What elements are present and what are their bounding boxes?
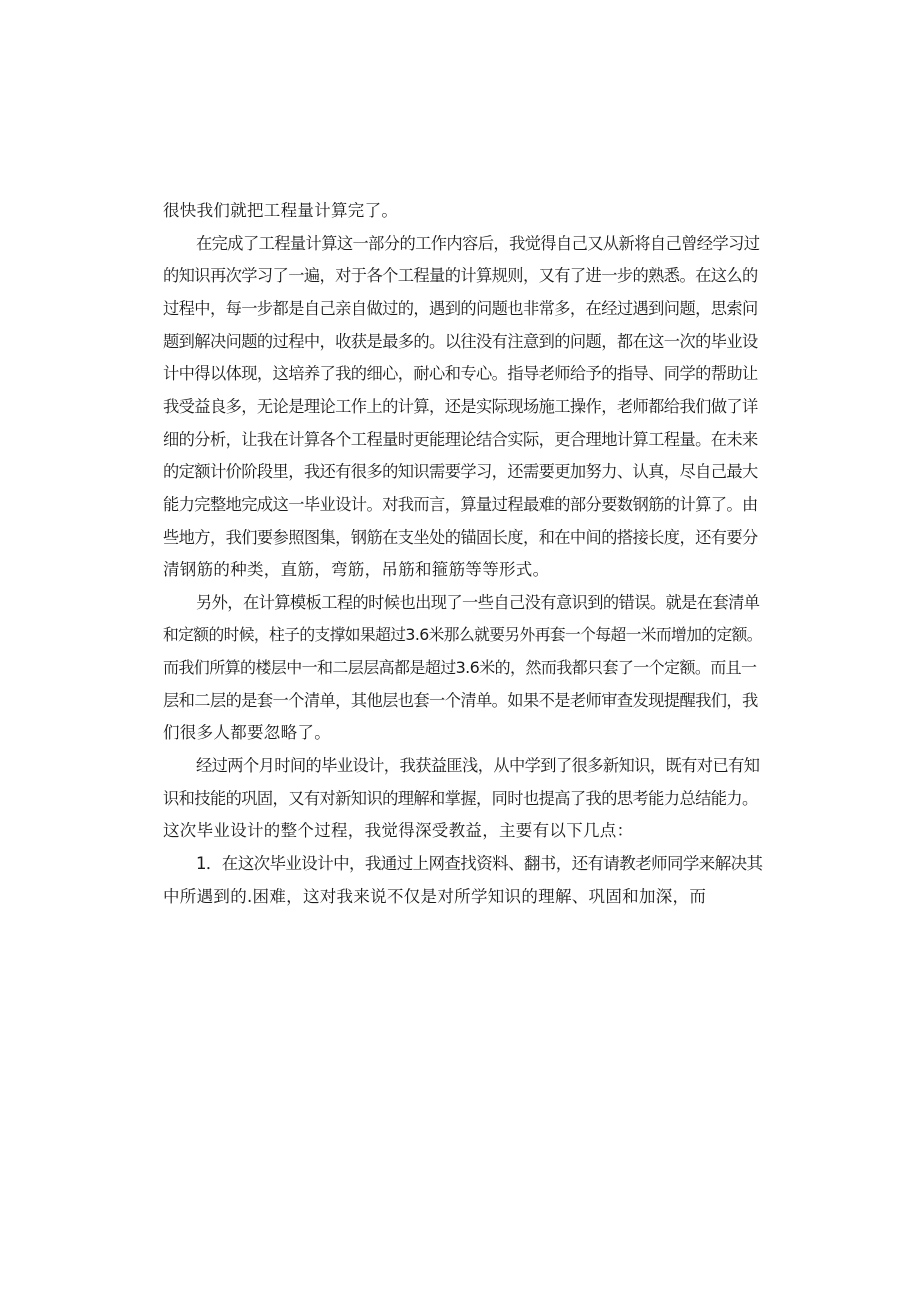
text-line: 的定额计价阶段里，我还有很多的知识需要学习，还需要更加努力、认真，尽自己最大 [163, 462, 758, 481]
text-line: 能力完整地完成这一毕业设计。对我而言，算量过程最难的部分要数钢筋的计算了。由 [163, 495, 758, 514]
text-line: 很快我们就把工程量计算完了。 [163, 201, 399, 220]
paragraph-start-line: 另外，在计算模板工程的时候也出现了一些自己没有意识到的错误。就是在套清单 [196, 593, 760, 612]
text-line: 计中得以体现，这培养了我的细心，耐心和专心。指导老师给予的指导、同学的帮助让 [163, 364, 758, 383]
text-line: 们很多人都要忽略了。 [163, 723, 331, 742]
paragraph-start-line: 在完成了工程量计算这一部分的工作内容后，我觉得自己又从新将自己曾经学习过 [196, 234, 760, 253]
text-line: 识和技能的巩固，又有对新知识的理解和掌握，同时也提高了我的思考能力总结能力。 [163, 789, 758, 808]
text-line: 过程中，每一步都是自己亲自做过的，遇到的问题也非常多，在经过遇到问题，思索问 [163, 299, 758, 318]
paragraph-start-line: 经过两个月时间的毕业设计，我获益匪浅，从中学到了很多新知识，既有对已有知 [196, 756, 760, 775]
text-line: 清钢筋的种类，直筋，弯筋，吊筋和箍筋等等形式。 [163, 560, 550, 579]
list-item-line: 1．在这次毕业设计中，我通过上网查找资料、翻书，还有请教老师同学来解决其 [196, 854, 763, 873]
text-line: 些地方，我们要参照图集，钢筋在支坐处的锚固长度，和在中间的搭接长度，还有要分 [163, 528, 758, 547]
text-line: 中所遇到的.困难，这对我来说不仅是对所学知识的理解、巩固和加深，而 [163, 887, 707, 906]
text-line: 而我们所算的楼层中一和二层层高都是超过3.6米的，然而我都只套了一个定额。而且一 [163, 658, 757, 677]
text-line: 细的分析，让我在计算各个工程量时更能理论结合实际，更合理地计算工程量。在未来 [163, 430, 758, 449]
text-line: 我受益良多，无论是理论工作上的计算，还是实际现场施工操作，老师都给我们做了详 [163, 397, 758, 416]
text-line: 层和二层的是套一个清单，其他层也套一个清单。如果不是老师审查发现提醒我们，我 [163, 691, 758, 710]
text-line: 的知识再次学习了一遍，对于各个工程量的计算规则，又有了进一步的熟悉。在这么的 [163, 266, 758, 285]
text-line: 题到解决问题的过程中，收获是最多的。以往没有注意到的问题，都在这一次的毕业设 [163, 332, 758, 351]
text-line: 这次毕业设计的整个过程，我觉得深受教益，主要有以下几点： [163, 821, 634, 840]
text-line: 和定额的时候，柱子的支撑如果超过3.6米那么就要另外再套一个每超一米而增加的定额。 [163, 625, 762, 644]
